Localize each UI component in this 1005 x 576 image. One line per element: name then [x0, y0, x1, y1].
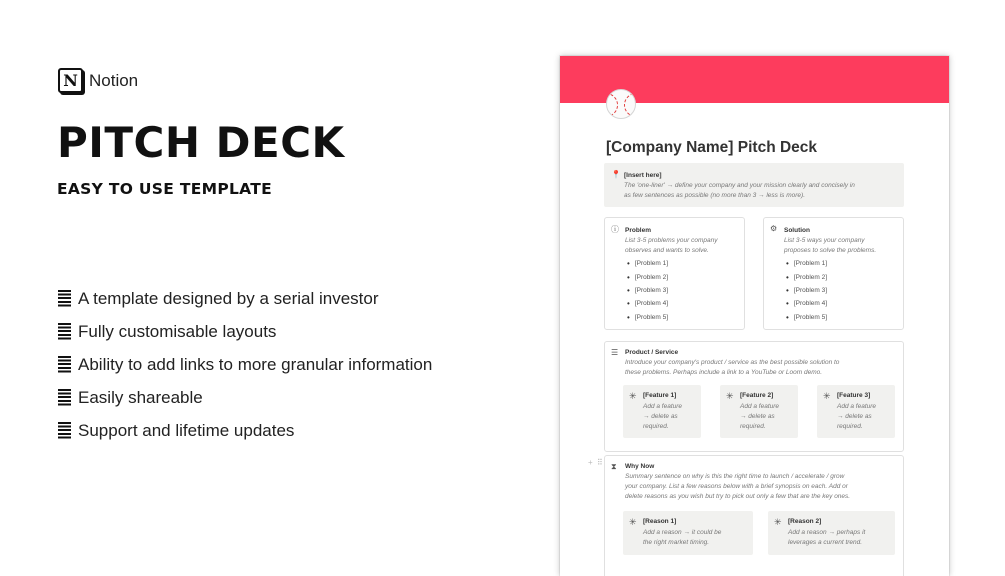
problem-box[interactable] — [604, 217, 745, 330]
list-item: • [Problem 2] — [627, 270, 668, 283]
document-icon — [58, 389, 71, 406]
reason-card[interactable] — [768, 511, 895, 555]
list-item — [58, 282, 432, 315]
pin-icon: 📍 — [611, 170, 621, 179]
hourglass-icon: ⧗ — [611, 462, 617, 471]
product-desc: Introduce your company's product / service as the best possible solution to these problems. Perhaps include a link to a YouTube or Loom demo. — [625, 359, 840, 376]
feature-list — [58, 282, 432, 447]
list-item: • [Problem 3] — [786, 284, 827, 297]
feature-desc: Add a feature → delete as required. — [837, 403, 877, 430]
document-icon — [58, 422, 71, 439]
feature-desc: Add a feature → delete as required. — [740, 403, 780, 430]
problem-list — [627, 257, 668, 324]
feature-card[interactable] — [623, 385, 701, 438]
baseball-icon[interactable] — [606, 89, 636, 119]
document-icon — [58, 290, 71, 307]
reason-desc: Add a reason → it could be the right market timing. — [643, 529, 722, 546]
callout-title: [Insert here] — [624, 172, 662, 179]
problem-title: Problem — [625, 227, 652, 234]
document-icon — [58, 356, 71, 373]
solution-desc: List 3-5 ways your company proposes to solve the problems. — [784, 237, 877, 254]
list-item: • [Problem 2] — [786, 270, 827, 283]
asterisk-icon: ✳ — [774, 517, 782, 527]
product-title: Product / Service — [625, 349, 679, 356]
reason-desc: Add a reason → perhaps it leverages a current trend. — [788, 529, 866, 546]
feature-title: [Feature 3] — [837, 392, 871, 399]
hero-subtitle: EASY TO USE TEMPLATE — [57, 180, 273, 198]
feature-text: Fully customisable layouts — [78, 321, 277, 341]
intro-callout[interactable] — [604, 163, 904, 207]
feature-text: Easily shareable — [78, 387, 203, 407]
asterisk-icon: ✳ — [629, 517, 637, 527]
asterisk-icon: ✳ — [726, 391, 734, 401]
feature-title: [Feature 2] — [740, 392, 774, 399]
puzzle-icon: ⚙ — [770, 224, 778, 233]
feature-text: Support and lifetime updates — [78, 420, 295, 440]
list-item: • [Problem 1] — [627, 257, 668, 270]
list-item — [58, 348, 432, 381]
callout-text: The 'one-liner' → define your company and your mission clearly and concisely in — [624, 182, 855, 189]
list-item: • [Problem 4] — [786, 297, 827, 310]
asterisk-icon: ✳ — [629, 391, 637, 401]
list-item: • [Problem 4] — [627, 297, 668, 310]
drag-handle-icon[interactable]: + ⠿ — [588, 458, 604, 467]
why-now-box[interactable] — [604, 455, 904, 576]
why-now-title: Why Now — [625, 463, 655, 470]
callout-text: as few sentences as possible (no more than 3 → less is more). — [624, 192, 805, 199]
list-item: • [Problem 3] — [627, 284, 668, 297]
list-item: • [Problem 5] — [627, 311, 668, 324]
why-now-desc: Summary sentence on why is this the right time to launch / accelerate / grow your company. List a few reasons below with a brief synopsis on each. Add or delete reasons as you wish but try to pick out only a few that are the key ones. — [625, 473, 851, 500]
hero-title: PITCH DECK — [57, 118, 345, 167]
list-item — [58, 414, 432, 447]
feature-text: Ability to add links to more granular information — [78, 354, 433, 374]
list-item: • [Problem 1] — [786, 257, 827, 270]
asterisk-icon: ✳ — [823, 391, 831, 401]
document-icon — [58, 323, 71, 340]
database-icon: ☰ — [611, 348, 619, 357]
feature-desc: Add a feature → delete as required. — [643, 403, 683, 430]
reason-card[interactable] — [623, 511, 753, 555]
notion-logo-icon: N — [58, 68, 83, 93]
alert-icon: ⓘ — [611, 225, 619, 234]
product-box[interactable] — [604, 341, 904, 452]
problem-desc: List 3-5 problems your company observes and wants to solve. — [625, 237, 718, 254]
page-title[interactable]: [Company Name] Pitch Deck — [606, 139, 818, 156]
feature-text: A template designed by a serial investor — [78, 288, 379, 308]
feature-card[interactable] — [817, 385, 895, 438]
list-item — [58, 381, 432, 414]
solution-box[interactable] — [763, 217, 904, 330]
solution-list — [786, 257, 827, 324]
solution-title: Solution — [784, 227, 810, 234]
feature-card[interactable] — [720, 385, 798, 438]
list-item: • [Problem 5] — [786, 311, 827, 324]
reason-title: [Reason 2] — [788, 518, 822, 525]
brand-name: Notion — [89, 70, 139, 90]
feature-title: [Feature 1] — [643, 392, 677, 399]
list-item — [58, 315, 432, 348]
reason-title: [Reason 1] — [643, 518, 677, 525]
brand — [58, 68, 138, 93]
template-preview — [560, 56, 949, 576]
